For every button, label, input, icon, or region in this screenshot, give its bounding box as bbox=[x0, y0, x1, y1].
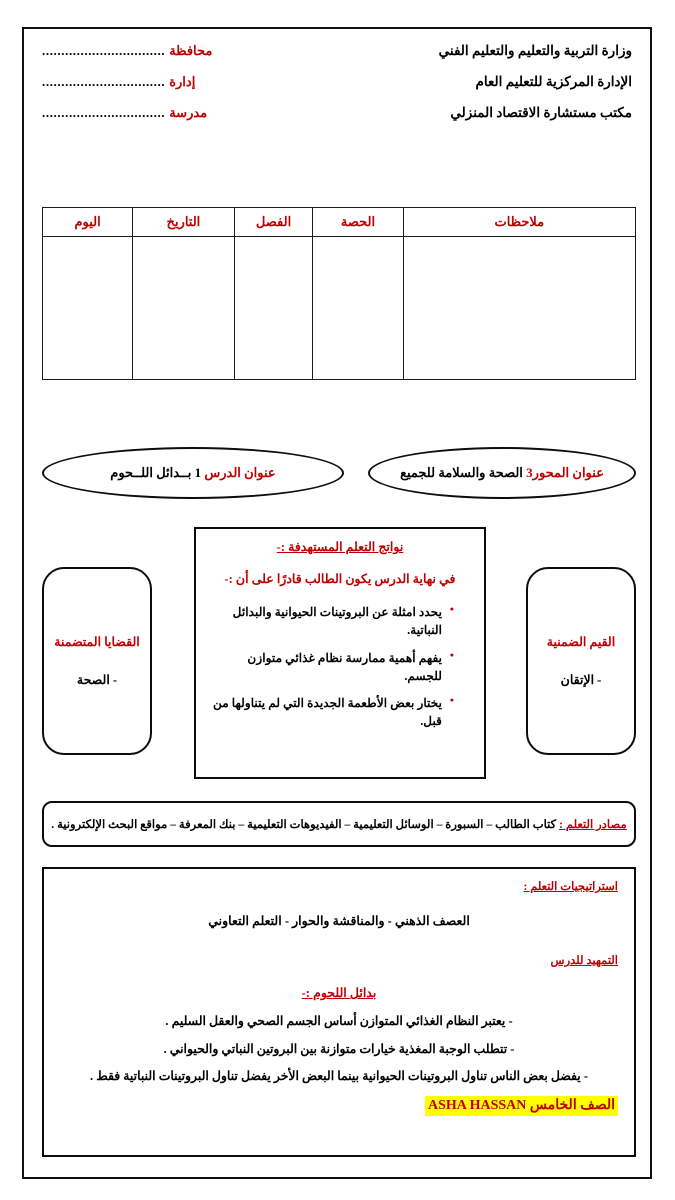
list-item: ● يحدد امثلة عن البروتينات الحيوانية والبدائل النباتية. bbox=[210, 603, 454, 640]
preparation-title: التمهيد للدرس bbox=[550, 955, 618, 967]
implicit-values-item: - الإتقان bbox=[560, 673, 602, 687]
col-header-class: الفصل bbox=[234, 208, 313, 237]
ministry-line-3: مكتب مستشارة الاقتصاد المنزلي bbox=[450, 105, 632, 120]
ministry-line-2: الإدارة المركزية للتعليم العام bbox=[475, 74, 632, 89]
learning-resources-label: مصادر التعلم : bbox=[559, 818, 627, 831]
axis-title-oval bbox=[368, 447, 636, 499]
header-row bbox=[42, 105, 632, 125]
signature-highlight: الصف الخامس ASHA HASSAN bbox=[425, 1096, 618, 1116]
title-ovals bbox=[42, 447, 636, 507]
cell-class[interactable] bbox=[234, 237, 313, 380]
lesson-title-label: عنوان الدرس bbox=[204, 465, 276, 481]
learning-outcomes-list bbox=[210, 603, 470, 731]
document-header bbox=[24, 29, 650, 142]
field-governorate-label: محافظة bbox=[169, 43, 213, 58]
strategies-title: استراتيجيات التعلم : bbox=[523, 881, 618, 893]
header-row bbox=[42, 43, 632, 63]
field-governorate-value[interactable]: ................................ bbox=[42, 43, 166, 58]
learning-outcomes-box bbox=[194, 527, 486, 779]
field-school bbox=[42, 105, 207, 121]
field-school-value[interactable]: ................................ bbox=[42, 105, 166, 120]
implicit-values-title: القيم الضمنية bbox=[546, 635, 616, 649]
col-header-period: الحصة bbox=[313, 208, 403, 237]
field-governorate bbox=[42, 43, 212, 59]
header-row bbox=[42, 74, 632, 94]
axis-title-text bbox=[400, 465, 604, 481]
lesson-info-table-wrapper bbox=[42, 207, 636, 380]
cell-period[interactable] bbox=[313, 237, 403, 380]
learning-resources-line bbox=[51, 817, 626, 831]
lesson-body-box bbox=[42, 867, 636, 1157]
col-header-day: اليوم bbox=[43, 208, 133, 237]
preparation-line: - يفضل بعض الناس تناول البروتينات الحيوانية بينما البعض الأخر يفضل تناول البروتينات النباتية فقط . bbox=[90, 1069, 588, 1084]
preparation-line: - يعتبر النظام الغذائي المتوازن أساس الجسم الصحي والعقل السليم . bbox=[165, 1014, 513, 1028]
learning-resources-value: كتاب الطالب – السبورة – الوسائل التعليمية – الفيديوهات التعليمية – بنك المعرفة – مواقع البحث الإلكترونية . bbox=[51, 818, 557, 831]
lesson-info-table bbox=[42, 207, 636, 380]
cell-notes[interactable] bbox=[403, 237, 635, 380]
learning-resources-box bbox=[42, 801, 636, 847]
table-row bbox=[43, 237, 636, 380]
field-administration-label: إدارة bbox=[169, 74, 196, 89]
meat-alternatives-subtitle: بدائل اللحوم :- bbox=[301, 986, 377, 1000]
signature-row bbox=[60, 1096, 618, 1116]
field-administration-value[interactable]: ................................ bbox=[42, 74, 166, 89]
cell-date[interactable] bbox=[133, 237, 235, 380]
strategies-value: العصف الذهني - والمناقشة والحوار - التعلم التعاوني bbox=[208, 914, 470, 928]
list-item: ● يختار بعض الأطعمة الجديدة التي لم يتناولها من قبل. bbox=[210, 694, 454, 731]
learning-outcomes-subtitle: في نهاية الدرس يكون الطالب قادرًا على أن :- bbox=[224, 572, 456, 586]
axis-title-label: عنوان المحور3 bbox=[526, 465, 604, 481]
implicit-values-box bbox=[526, 567, 636, 755]
field-school-label: مدرسة bbox=[169, 105, 208, 120]
lesson-title-value: بــدائل اللــحوم bbox=[110, 465, 192, 481]
lesson-number: 1 bbox=[194, 465, 202, 481]
table-header-row bbox=[43, 208, 636, 237]
axis-title-value: الصحة والسلامة للجميع bbox=[400, 465, 523, 481]
embedded-issues-item: - الصحة bbox=[76, 673, 118, 687]
middle-section bbox=[42, 527, 636, 785]
list-item: ● يفهم أهمية ممارسة نظام غذائي متوازن للجسم. bbox=[210, 649, 454, 686]
lesson-title-oval bbox=[42, 447, 344, 499]
cell-day[interactable] bbox=[43, 237, 133, 380]
col-header-notes: ملاحظات bbox=[403, 208, 635, 237]
embedded-issues-box bbox=[42, 567, 152, 755]
preparation-line: - تتطلب الوجبة المغذية خيارات متوازنة بين البروتين النباتي والحيواني . bbox=[163, 1041, 515, 1056]
embedded-issues-title: القضايا المتضمنة bbox=[54, 635, 140, 649]
lesson-title-text bbox=[110, 465, 275, 481]
ministry-line-1: وزارة التربية والتعليم والتعليم الفني bbox=[438, 43, 632, 58]
worksheet-page bbox=[22, 27, 652, 1179]
col-header-date: التاريخ bbox=[133, 208, 235, 237]
field-administration bbox=[42, 74, 195, 90]
learning-outcomes-title: نواتج التعلم المستهدفة :- bbox=[276, 540, 404, 554]
